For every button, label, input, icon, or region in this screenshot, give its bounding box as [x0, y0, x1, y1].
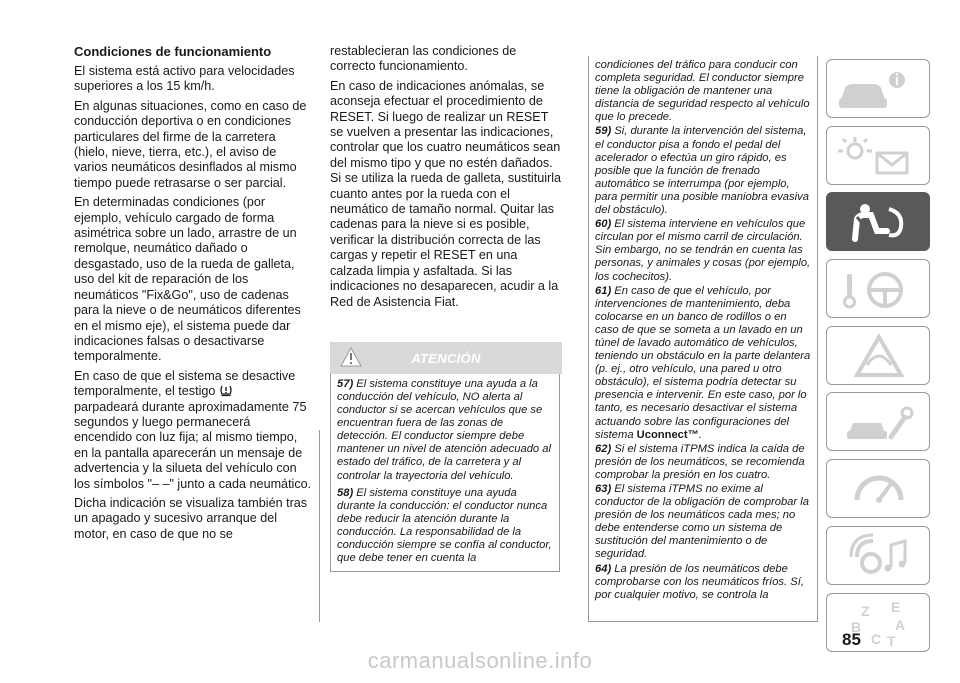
paragraph: Dicha indicación se visualiza también tras un apagado y sucesivo arranque del motor, en caso de que no se	[74, 495, 308, 541]
paragraph-text: En caso de que el sistema se desactive temporalmente, el testigo	[74, 368, 296, 399]
gauge-icon	[827, 460, 931, 519]
page-number: 85	[842, 630, 861, 649]
tab-starting-driving[interactable]	[826, 259, 930, 318]
note-58: 58) El sistema constituye una ayuda durante la conducción: el conductor nunca debe reducir la atención durante la conducción. La responsabilidad de la conducción siempre se confía al conductor, que debe tener en cuenta la	[337, 486, 552, 565]
tab-car-info[interactable]	[826, 59, 930, 118]
attention-box	[330, 374, 560, 572]
attention-title: ATENCIÓN	[411, 350, 481, 366]
key-steering-wheel-icon	[827, 260, 931, 319]
note-63: 63) El sistema iTPMS no exime al conductor de la obligación de comprobar la presión de los neumáticos cada mes; no debe entenderse como un sistema de sustitución del mantenimiento o de seguridad.	[595, 483, 809, 561]
wrench-car-icon	[827, 393, 931, 452]
column-1	[74, 44, 312, 546]
multimedia-icon	[827, 527, 931, 586]
index-letter: Z	[861, 602, 870, 619]
tab-technical-data[interactable]	[826, 459, 930, 518]
paragraph-text: parpadeará durante aproximadamente 75 segundos y luego permanecerá encendido con luz fija; al mismo tiempo, en la pantalla aparecerán un mensaje de advertencia y la silueta del vehículo con los símbolos "– –" junto a cada neumático.	[74, 399, 312, 491]
car-info-icon	[827, 60, 931, 119]
index-letter: B	[851, 618, 862, 635]
tab-multimedia[interactable]	[826, 526, 930, 585]
note-57: 57) El sistema constituye una ayuda a la conducción del vehículo, NO alerta al conductor si se acercan vehículos que se encuentran fuera de las zonas de detección. El conductor siempre debe mantener un nivel de atención adecuado al estado del tráfico, de la carretera y al controlar la trayectoria del vehículo.	[337, 377, 551, 482]
index-letter: C	[871, 630, 882, 647]
note-61: 61) En caso de que el vehículo, por intervenciones de mantenimiento, deba colocarse en un banco de rodillos o en caso de que se someta a un lavado en un túnel de lavado automático de vehículos, teniendo un obstáculo en la parte delantera (p. ej., otro vehículo, una pared u otro obstáculo), el sistema podría detectar su presencia e intervenir. En este caso, por lo tanto, es necesario desactivar el sistema actuando sobre las configuraciones del sistema Uconnect™.	[595, 284, 811, 441]
index-letter: A	[895, 616, 906, 633]
paragraph: En caso de indicaciones anómalas, se aconseja efectuar el procedimiento de RESET. Si luego de realizar un RESET se vuelven a presentar las indicaciones, controlar que los cuatro neumáticos sean del mismo tipo y que no estén dañados. Si se utiliza la rueda de galleta, sustituirla cuanto antes por la rueda con el neumático de tamaño normal. Quitar las cadenas para la nieve si es posible, verificar la distribución correcta de las cargas y repetir el RESET en una calzada limpia y asfaltada. Si las indicaciones no desaparecen, acudir a la Red de Asistencia Fiat.	[330, 78, 562, 309]
column-divider	[319, 430, 320, 622]
watermark: carmanualsonline.info	[367, 648, 593, 673]
brand-name: Uconnect™	[636, 428, 699, 441]
index-letter: E	[891, 598, 901, 615]
paragraph-warning-light	[74, 369, 312, 492]
warning-triangle-icon	[827, 327, 931, 386]
tab-safety[interactable]	[826, 192, 930, 251]
note-continuation: condiciones del tráfico para conducir con completa seguridad. El conductor siempre tiene la obligación de mantener una distancia de seguridad respecto al vehículo que lo precede.	[595, 59, 810, 124]
paragraph: restablecieran las condiciones de correcto funcionamiento.	[330, 44, 517, 74]
column-2	[330, 44, 562, 572]
tab-maintenance[interactable]	[826, 392, 930, 451]
note-62: 62) Si el sistema iTPMS indica la caída de presión de los neumáticos, se recomienda comprobar la presión en los cuatro.	[595, 442, 805, 481]
lights-message-icon	[827, 127, 931, 186]
paragraph: En determinadas condiciones (por ejemplo, vehículo cargado de forma asimétrica sobre un lado, arrastre de un remolque, neumático dañado o desgastado, uso de la rueda de galleta, uso del kit de reparación de los neumáticos "Fix&Go", uso de cadenas para la nieve o de neumáticos diferentes en el mismo eje), el sistema puede dar indicaciones falsas o desactivarse temporalmente.	[74, 195, 301, 364]
chapter-tabs	[826, 59, 930, 659]
column-3-notes	[588, 56, 818, 622]
note-64: 64) La presión de los neumáticos debe comprobarse con los neumáticos fríos. Sí, por cualquier motivo, se controla la	[595, 562, 804, 601]
tpms-warning-icon	[219, 384, 233, 397]
note-59: 59) Si, durante la intervención del sistema, el conductor pisa a fondo el pedal del acelerador o efectúa un giro rápido, es posible que la función de frenado automático se interrumpa (por ejemplo, para permitir una posible maniobra evasiva del obstáculo).	[595, 125, 809, 217]
tab-emergency[interactable]	[826, 326, 930, 385]
note-60: 60) El sistema interviene en vehículos que circulan por el mismo carril de circulación. Sin embargo, no se tendrán en cuenta las personas, y animales y cosas (por ejemplo, los cochecitos).	[595, 218, 811, 283]
section-heading: Condiciones de funcionamiento	[74, 44, 272, 59]
attention-header	[330, 342, 562, 374]
seatbelt-airbag-icon	[827, 193, 931, 252]
index-letter: T	[887, 632, 896, 649]
tab-lights-messages[interactable]	[826, 126, 930, 185]
paragraph: El sistema está activo para velocidades superiores a los 15 km/h.	[74, 64, 295, 94]
paragraph: En algunas situaciones, como en caso de conducción deportiva o en condiciones particulares del firme de la carretera (hielo, nieve, tierra, etc.), el aviso de varios neumáticos desinflados al mismo tiempo puede retrasarse o ser parcial.	[74, 98, 307, 190]
